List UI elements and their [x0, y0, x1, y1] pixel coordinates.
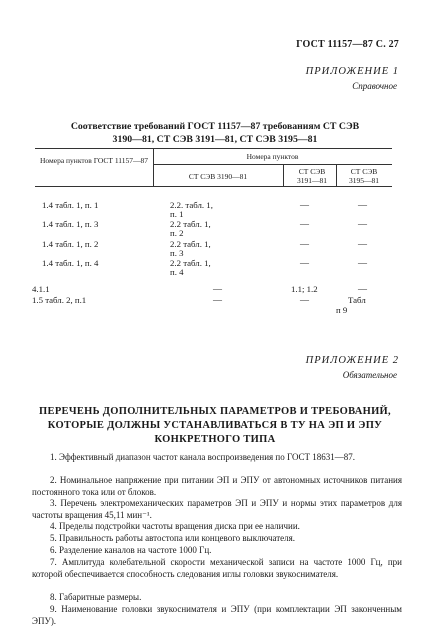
table-header-col4: СТ СЭВ 3195—81: [349, 167, 379, 185]
table-col-divider-2: [283, 164, 284, 186]
cell-sev3191: —: [300, 219, 309, 229]
table-header-group: Номера пунктов: [246, 152, 299, 161]
cell-sev3195: —: [358, 258, 367, 268]
cell-sev3191: —: [300, 200, 309, 210]
section-title: [30, 405, 400, 447]
cell-sev3190: 2.2 табл. 1,: [170, 258, 211, 268]
appendix2-title: ПРИЛОЖЕНИЕ 2: [305, 355, 399, 366]
list-item: 5. Правильность работы автостопа или концевого выключателя.: [50, 533, 296, 543]
cell-sev3191: 1.1; 1.2: [291, 284, 318, 294]
cell-sev3191: —: [300, 239, 309, 249]
cell-gost: 1.5 табл. 2, п.1: [32, 295, 87, 305]
cell-sev3195: —: [358, 200, 367, 210]
cell-gost: 1.4 табл. 1, п. 3: [42, 219, 99, 229]
cell-sev3195-cont: п 9: [336, 305, 348, 315]
cell-gost: 1.4 табл. 1, п. 1: [42, 200, 99, 210]
table-title: [40, 120, 390, 146]
list-item: 8. Габаритные размеры.: [50, 592, 142, 602]
page-header: ГОСТ 11157—87 С. 27: [296, 39, 399, 50]
cell-sev3190-cont: п. 3: [170, 248, 184, 258]
cell-gost: 1.4 табл. 1, п. 2: [42, 239, 99, 249]
cell-sev3190: 2.2 табл. 1,: [170, 239, 211, 249]
table-header-col2: СТ СЭВ 3190—81: [188, 172, 248, 181]
list-item: 6. Разделение каналов на частоте 1000 Гц.: [50, 545, 212, 555]
cell-sev3190: 2.2 табл. 1,: [170, 219, 211, 229]
table-top-rule: [35, 148, 392, 149]
cell-gost: 1.4 табл. 1, п. 4: [42, 258, 99, 268]
cell-sev3195: —: [358, 219, 367, 229]
table-header-col1: Номера пунктов ГОСТ 11157—87: [39, 156, 149, 165]
cell-sev3190-cont: п. 1: [170, 209, 184, 219]
appendix1-subtitle: Справочное: [352, 81, 397, 91]
table-title-line2: 3190—81, СТ СЭВ 3191—81, СТ СЭВ 3195—81: [112, 134, 318, 145]
table-title-line1: Соответствие требований ГОСТ 11157—87 требованиям СТ СЭВ: [70, 121, 360, 132]
cell-sev3190-cont: п. 4: [170, 267, 184, 277]
cell-sev3195: Табл: [348, 295, 366, 305]
cell-sev3190-cont: п. 2: [170, 228, 184, 238]
section-title-line1: ПЕРЕЧЕНЬ ДОПОЛНИТЕЛЬНЫХ ПАРАМЕТРОВ И ТРЕБОВАНИЙ,: [39, 406, 391, 417]
table-col-divider-3: [336, 164, 337, 186]
table-group-rule: [153, 164, 392, 165]
cell-sev3191: —: [300, 258, 309, 268]
appendix1-title: ПРИЛОЖЕНИЕ 1: [305, 66, 399, 77]
section-title-line3: КОНКРЕТНОГО ТИПА: [154, 434, 276, 445]
list-item: 2. Номинальное напряжение при питании ЭП и ЭПУ от автономных источников питания постоянного тока или от блоков.: [32, 475, 402, 497]
appendix2-subtitle: Обязательное: [342, 370, 397, 380]
cell-sev3195: —: [358, 284, 367, 294]
cell-gost: 4.1.1: [32, 284, 50, 294]
section-title-line2: КОТОРЫЕ ДОЛЖНЫ УСТАНАВЛИВАТЬСЯ В ТУ НА ЭП И ЭПУ: [47, 420, 383, 431]
list-item: 4. Пределы подстройки частоты вращения диска при ее наличии.: [50, 521, 300, 531]
list-item: 7. Амплитуда колебательной скорости механической записи на частоте 1000 Гц, при которой обеспечивается способность следования иглы головки звукоснимателя.: [32, 557, 402, 579]
table-header-col3: СТ СЭВ 3191—81: [297, 167, 327, 185]
cell-sev3190: 2.2. табл. 1,: [170, 200, 213, 210]
table-header-rule: [35, 186, 392, 187]
list-item: 1. Эффективный диапазон частот канала воспроизведения по ГОСТ 18631—87.: [50, 452, 356, 462]
cell-sev3190: —: [213, 284, 222, 294]
list-item: 9. Наименование головки звукоснимателя и ЭПУ (при комплектации ЭП законченным ЭПУ).: [32, 604, 402, 626]
cell-sev3195: —: [358, 239, 367, 249]
list-item: 3. Перечень электромеханических параметров ЭП и ЭПУ и нормы этих параметров для частоты вращения 45,11 мин⁻¹.: [32, 498, 402, 520]
cell-sev3191: —: [300, 295, 309, 305]
cell-sev3190: —: [213, 295, 222, 305]
